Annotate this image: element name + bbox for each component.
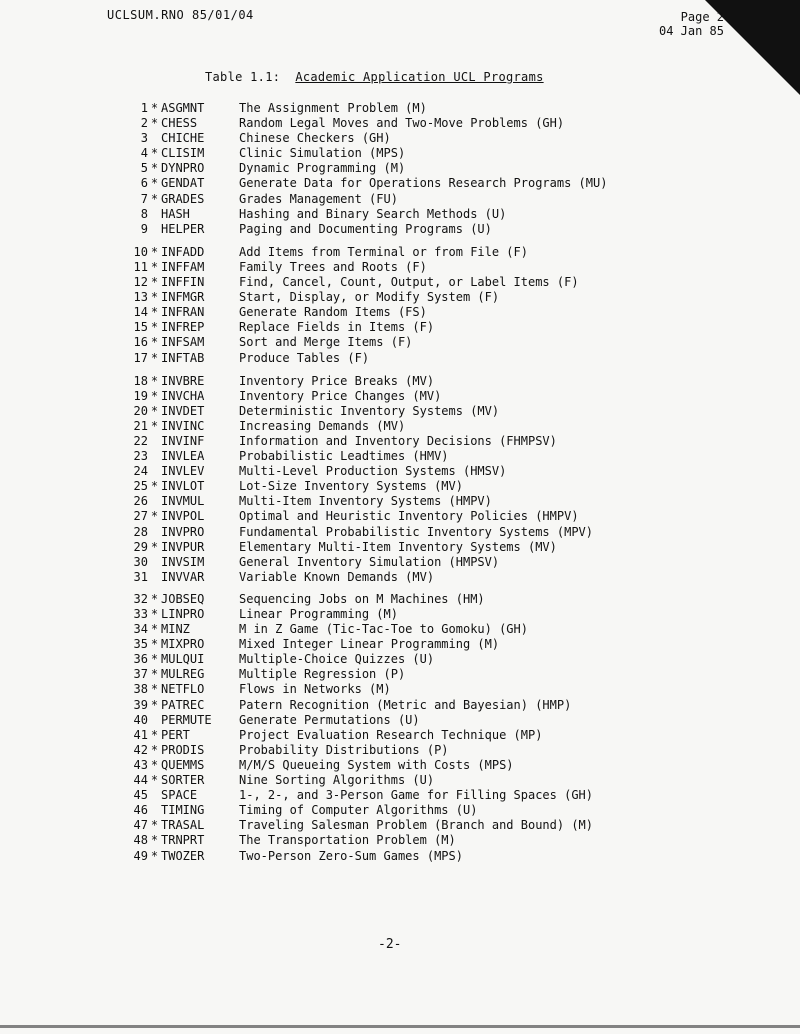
program-row xyxy=(110,116,607,131)
program-number: 15 xyxy=(133,320,148,335)
program-number: 21 xyxy=(133,418,148,433)
program-code: INVPRO xyxy=(161,524,205,539)
program-row xyxy=(110,509,607,524)
program-star xyxy=(148,131,161,146)
file-name-header: UCLSUM.RNO 85/01/04 xyxy=(107,8,254,22)
program-description: Multiple Regression (P) xyxy=(239,667,406,682)
program-description: Optimal and Heuristic Inventory Policies (HMPV) xyxy=(239,509,579,524)
program-code: PERT xyxy=(161,727,190,742)
program-description: Probability Distributions (P) xyxy=(239,742,449,757)
program-code: MIXPRO xyxy=(161,637,205,652)
program-star: * xyxy=(150,191,159,206)
program-description: The Transportation Problem (M) xyxy=(239,833,456,848)
program-star: * xyxy=(150,697,159,712)
program-number: 12 xyxy=(133,275,148,290)
program-code: INVPUR xyxy=(161,539,205,554)
program-description: Nine Sorting Algorithms (U) xyxy=(239,773,435,788)
program-row xyxy=(110,803,607,818)
program-row xyxy=(110,713,607,728)
program-number: 48 xyxy=(133,833,148,848)
program-row xyxy=(110,494,607,509)
program-row xyxy=(110,351,607,366)
program-row xyxy=(110,176,607,191)
program-star: * xyxy=(150,320,159,335)
program-code: HELPER xyxy=(161,221,205,236)
program-row xyxy=(110,833,607,848)
program-number: 9 xyxy=(140,221,148,236)
program-number: 7 xyxy=(140,191,148,206)
program-number: 23 xyxy=(133,449,148,464)
program-number: 43 xyxy=(133,757,148,772)
program-description: Project Evaluation Research Technique (MP) xyxy=(239,727,543,742)
program-description: Find, Cancel, Count, Output, or Label Items (F) xyxy=(239,275,579,290)
program-code: CHESS xyxy=(161,116,198,131)
program-row xyxy=(110,449,607,464)
program-row xyxy=(110,743,607,758)
program-number: 30 xyxy=(133,554,148,569)
program-number: 10 xyxy=(133,244,148,259)
program-row xyxy=(110,305,607,320)
program-code: INVDET xyxy=(161,403,205,418)
program-number: 47 xyxy=(133,818,148,833)
program-star xyxy=(148,803,161,818)
program-description: Produce Tables (F) xyxy=(239,350,370,365)
program-row xyxy=(110,161,607,176)
program-row xyxy=(110,682,607,697)
program-star xyxy=(148,713,161,728)
program-description: Chinese Checkers (GH) xyxy=(239,131,391,146)
program-star xyxy=(148,434,161,449)
program-row xyxy=(110,622,607,637)
program-row xyxy=(110,479,607,494)
program-star: * xyxy=(150,275,159,290)
program-code: INFADD xyxy=(161,244,205,259)
program-row xyxy=(110,464,607,479)
program-star: * xyxy=(150,833,159,848)
program-description: Information and Inventory Decisions (FHMPSV) xyxy=(239,433,557,448)
program-description: Generate Permutations (U) xyxy=(239,712,420,727)
program-code: PRODIS xyxy=(161,742,205,757)
program-row xyxy=(110,570,607,585)
program-star: * xyxy=(150,176,159,191)
program-code: TIMING xyxy=(161,803,205,818)
program-number: 37 xyxy=(133,667,148,682)
program-star: * xyxy=(150,388,159,403)
program-code: QUEMMS xyxy=(161,757,205,772)
program-number: 2 xyxy=(140,116,148,131)
program-star: * xyxy=(150,161,159,176)
program-number: 33 xyxy=(133,607,148,621)
program-star xyxy=(148,788,161,803)
program-row xyxy=(110,290,607,305)
program-number: 28 xyxy=(133,524,148,539)
program-number: 36 xyxy=(133,652,148,667)
program-row xyxy=(110,389,607,404)
program-number: 3 xyxy=(140,131,148,146)
program-star: * xyxy=(150,290,159,305)
program-description: Hashing and Binary Search Methods (U) xyxy=(239,206,507,221)
program-row xyxy=(110,146,607,161)
program-code: SORTER xyxy=(161,773,205,788)
program-description: Fundamental Probabilistic Inventory Systems (MPV) xyxy=(239,524,594,539)
program-star xyxy=(148,555,161,570)
program-description: Grades Management (FU) xyxy=(239,191,398,206)
program-description: 1-, 2-, and 3-Person Game for Filling Spaces (GH) xyxy=(239,788,594,803)
table-title-text: Academic Application UCL Programs xyxy=(295,70,544,84)
program-row xyxy=(110,652,607,667)
program-number: 27 xyxy=(133,509,148,524)
program-row xyxy=(110,419,607,434)
page-label: Page 2 xyxy=(680,10,724,24)
program-number: 38 xyxy=(133,682,148,697)
program-number: 5 xyxy=(140,161,148,176)
program-description: Add Items from Terminal or from File (F) xyxy=(239,244,528,259)
program-list xyxy=(110,101,607,864)
program-star: * xyxy=(150,637,159,652)
program-description: Clinic Simulation (MPS) xyxy=(239,146,406,161)
program-code: INVINC xyxy=(161,418,205,433)
program-code: INVBRE xyxy=(161,373,205,388)
program-row xyxy=(110,773,607,788)
program-code: MINZ xyxy=(161,622,190,637)
program-description: M/M/S Queueing System with Costs (MPS) xyxy=(239,757,514,772)
program-star xyxy=(148,494,161,509)
program-code: SPACE xyxy=(161,788,198,803)
program-row xyxy=(110,758,607,773)
program-star xyxy=(148,570,161,585)
program-star: * xyxy=(150,622,159,637)
program-code: INVPOL xyxy=(161,509,205,524)
program-number: 22 xyxy=(133,433,148,448)
program-description: Linear Programming (M) xyxy=(239,607,398,621)
program-number: 18 xyxy=(133,373,148,388)
program-star: * xyxy=(150,259,159,274)
program-star xyxy=(148,525,161,540)
program-code: INFFIN xyxy=(161,275,205,290)
program-code: INFREP xyxy=(161,320,205,335)
program-star xyxy=(148,449,161,464)
program-description: Mixed Integer Linear Programming (M) xyxy=(239,637,500,652)
program-code: HASH xyxy=(161,206,190,221)
program-star: * xyxy=(150,305,159,320)
program-number: 25 xyxy=(133,479,148,494)
program-star: * xyxy=(150,335,159,350)
program-code: DYNPRO xyxy=(161,161,205,176)
program-number: 46 xyxy=(133,803,148,818)
program-description: General Inventory Simulation (HMPSV) xyxy=(239,554,500,569)
program-star: * xyxy=(150,509,159,524)
program-star: * xyxy=(150,682,159,697)
program-number: 40 xyxy=(133,712,148,727)
program-code: TRNPRT xyxy=(161,833,205,848)
program-number: 19 xyxy=(133,388,148,403)
program-row xyxy=(110,637,607,652)
program-star: * xyxy=(150,591,159,606)
program-description: Two-Person Zero-Sum Games (MPS) xyxy=(239,848,463,863)
program-number: 1 xyxy=(140,101,148,115)
program-star xyxy=(148,222,161,237)
program-code: JOBSEQ xyxy=(161,591,205,606)
header-date: 04 Jan 85 xyxy=(658,24,724,38)
program-code: INVLEV xyxy=(161,464,205,479)
program-description: Sort and Merge Items (F) xyxy=(239,335,413,350)
program-row xyxy=(110,275,607,290)
program-description: Deterministic Inventory Systems (MV) xyxy=(239,403,500,418)
program-number: 17 xyxy=(133,350,148,365)
program-star: * xyxy=(150,757,159,772)
program-row xyxy=(110,592,607,607)
program-number: 39 xyxy=(133,697,148,712)
program-number: 42 xyxy=(133,742,148,757)
program-description: Start, Display, or Modify System (F) xyxy=(239,290,500,305)
program-number: 11 xyxy=(133,259,148,274)
program-row xyxy=(110,260,607,275)
program-star: * xyxy=(150,350,159,365)
program-row xyxy=(110,555,607,570)
program-star: * xyxy=(150,848,159,863)
program-row xyxy=(110,849,607,864)
program-number: 4 xyxy=(140,146,148,161)
program-row xyxy=(110,320,607,335)
program-number: 44 xyxy=(133,773,148,788)
program-code: TRASAL xyxy=(161,818,205,833)
program-star: * xyxy=(150,479,159,494)
program-number: 6 xyxy=(140,176,148,191)
program-code: CHICHE xyxy=(161,131,205,146)
program-code: INVINF xyxy=(161,433,205,448)
program-description: Elementary Multi-Item Inventory Systems (MV) xyxy=(239,539,557,554)
program-number: 13 xyxy=(133,290,148,305)
program-number: 45 xyxy=(133,788,148,803)
program-row xyxy=(110,540,607,555)
program-row xyxy=(110,335,607,350)
program-description: Family Trees and Roots (F) xyxy=(239,259,427,274)
program-number: 8 xyxy=(140,206,148,221)
program-star xyxy=(148,464,161,479)
program-code: INVVAR xyxy=(161,569,205,584)
program-number: 16 xyxy=(133,335,148,350)
program-code: ASGMNT xyxy=(161,101,205,115)
program-number: 34 xyxy=(133,622,148,637)
program-code: INFRAN xyxy=(161,305,205,320)
program-description: Probabilistic Leadtimes (HMV) xyxy=(239,449,449,464)
program-description: Lot-Size Inventory Systems (MV) xyxy=(239,479,463,494)
program-description: Inventory Price Breaks (MV) xyxy=(239,373,435,388)
program-row xyxy=(110,245,607,260)
program-row xyxy=(110,818,607,833)
program-description: Generate Data for Operations Research Programs (MU) xyxy=(239,176,608,191)
program-row xyxy=(110,131,607,146)
program-description: Random Legal Moves and Two-Move Problems (GH) xyxy=(239,116,565,131)
program-row xyxy=(110,192,607,207)
program-star: * xyxy=(150,607,159,621)
page-info-header xyxy=(659,10,724,38)
program-code: NETFLO xyxy=(161,682,205,697)
program-row xyxy=(110,434,607,449)
program-number: 32 xyxy=(133,591,148,606)
program-row xyxy=(110,101,607,116)
program-star: * xyxy=(150,418,159,433)
program-star: * xyxy=(150,742,159,757)
program-star: * xyxy=(150,652,159,667)
program-row xyxy=(110,222,607,237)
program-description: Replace Fields in Items (F) xyxy=(239,320,435,335)
program-row xyxy=(110,607,607,622)
program-code: GRADES xyxy=(161,191,205,206)
program-code: CLISIM xyxy=(161,146,205,161)
program-description: The Assignment Problem (M) xyxy=(239,101,427,115)
program-number: 49 xyxy=(133,848,148,863)
program-code: LINPRO xyxy=(161,607,205,621)
program-code: INFSAM xyxy=(161,335,205,350)
table-title xyxy=(205,70,544,84)
program-star: * xyxy=(150,818,159,833)
program-code: INVSIM xyxy=(161,554,205,569)
program-description: Multiple-Choice Quizzes (U) xyxy=(239,652,435,667)
program-number: 14 xyxy=(133,305,148,320)
program-code: INVLEA xyxy=(161,449,205,464)
program-number: 24 xyxy=(133,464,148,479)
program-star: * xyxy=(150,101,159,115)
program-row xyxy=(110,728,607,743)
program-number: 20 xyxy=(133,403,148,418)
page-number: -2- xyxy=(378,937,402,952)
program-description: Flows in Networks (M) xyxy=(239,682,391,697)
program-description: Multi-Item Inventory Systems (HMPV) xyxy=(239,494,492,509)
program-code: MULREG xyxy=(161,667,205,682)
program-code: INFMGR xyxy=(161,290,205,305)
program-code: PATREC xyxy=(161,697,205,712)
program-row xyxy=(110,207,607,222)
program-star: * xyxy=(150,773,159,788)
program-code: INFFAM xyxy=(161,259,205,274)
program-star: * xyxy=(150,116,159,131)
program-row xyxy=(110,374,607,389)
program-star: * xyxy=(150,727,159,742)
program-star: * xyxy=(150,667,159,682)
table-prefix: Table 1.1: xyxy=(205,70,281,84)
program-number: 41 xyxy=(133,727,148,742)
program-description: Timing of Computer Algorithms (U) xyxy=(239,803,478,818)
program-description: Generate Random Items (FS) xyxy=(239,305,427,320)
program-star: * xyxy=(150,403,159,418)
program-number: 31 xyxy=(133,569,148,584)
program-star: * xyxy=(150,244,159,259)
program-code: GENDAT xyxy=(161,176,205,191)
program-description: Variable Known Demands (MV) xyxy=(239,569,435,584)
program-row xyxy=(110,525,607,540)
program-description: Inventory Price Changes (MV) xyxy=(239,388,442,403)
program-code: INVMUL xyxy=(161,494,205,509)
program-star: * xyxy=(150,146,159,161)
program-description: Increasing Demands (MV) xyxy=(239,418,406,433)
program-description: Multi-Level Production Systems (HMSV) xyxy=(239,464,507,479)
program-description: Traveling Salesman Problem (Branch and Bound) (M) xyxy=(239,818,594,833)
program-description: Paging and Documenting Programs (U) xyxy=(239,221,492,236)
program-row xyxy=(110,698,607,713)
program-code: INVCHA xyxy=(161,388,205,403)
program-code: TWOZER xyxy=(161,848,205,863)
program-code: PERMUTE xyxy=(161,712,212,727)
program-code: INVLOT xyxy=(161,479,205,494)
program-number: 35 xyxy=(133,637,148,652)
program-star: * xyxy=(150,373,159,388)
scan-edge xyxy=(0,1025,800,1028)
program-description: Patern Recognition (Metric and Bayesian) (HMP) xyxy=(239,697,572,712)
program-star: * xyxy=(150,539,159,554)
program-row xyxy=(110,788,607,803)
program-number: 26 xyxy=(133,494,148,509)
program-row xyxy=(110,404,607,419)
program-star xyxy=(148,207,161,222)
program-description: M in Z Game (Tic-Tac-Toe to Gomoku) (GH) xyxy=(239,622,528,637)
program-number: 29 xyxy=(133,539,148,554)
program-row xyxy=(110,667,607,682)
program-description: Sequencing Jobs on M Machines (HM) xyxy=(239,591,485,606)
program-description: Dynamic Programming (M) xyxy=(239,161,406,176)
program-code: MULQUI xyxy=(161,652,205,667)
program-code: INFTAB xyxy=(161,350,205,365)
